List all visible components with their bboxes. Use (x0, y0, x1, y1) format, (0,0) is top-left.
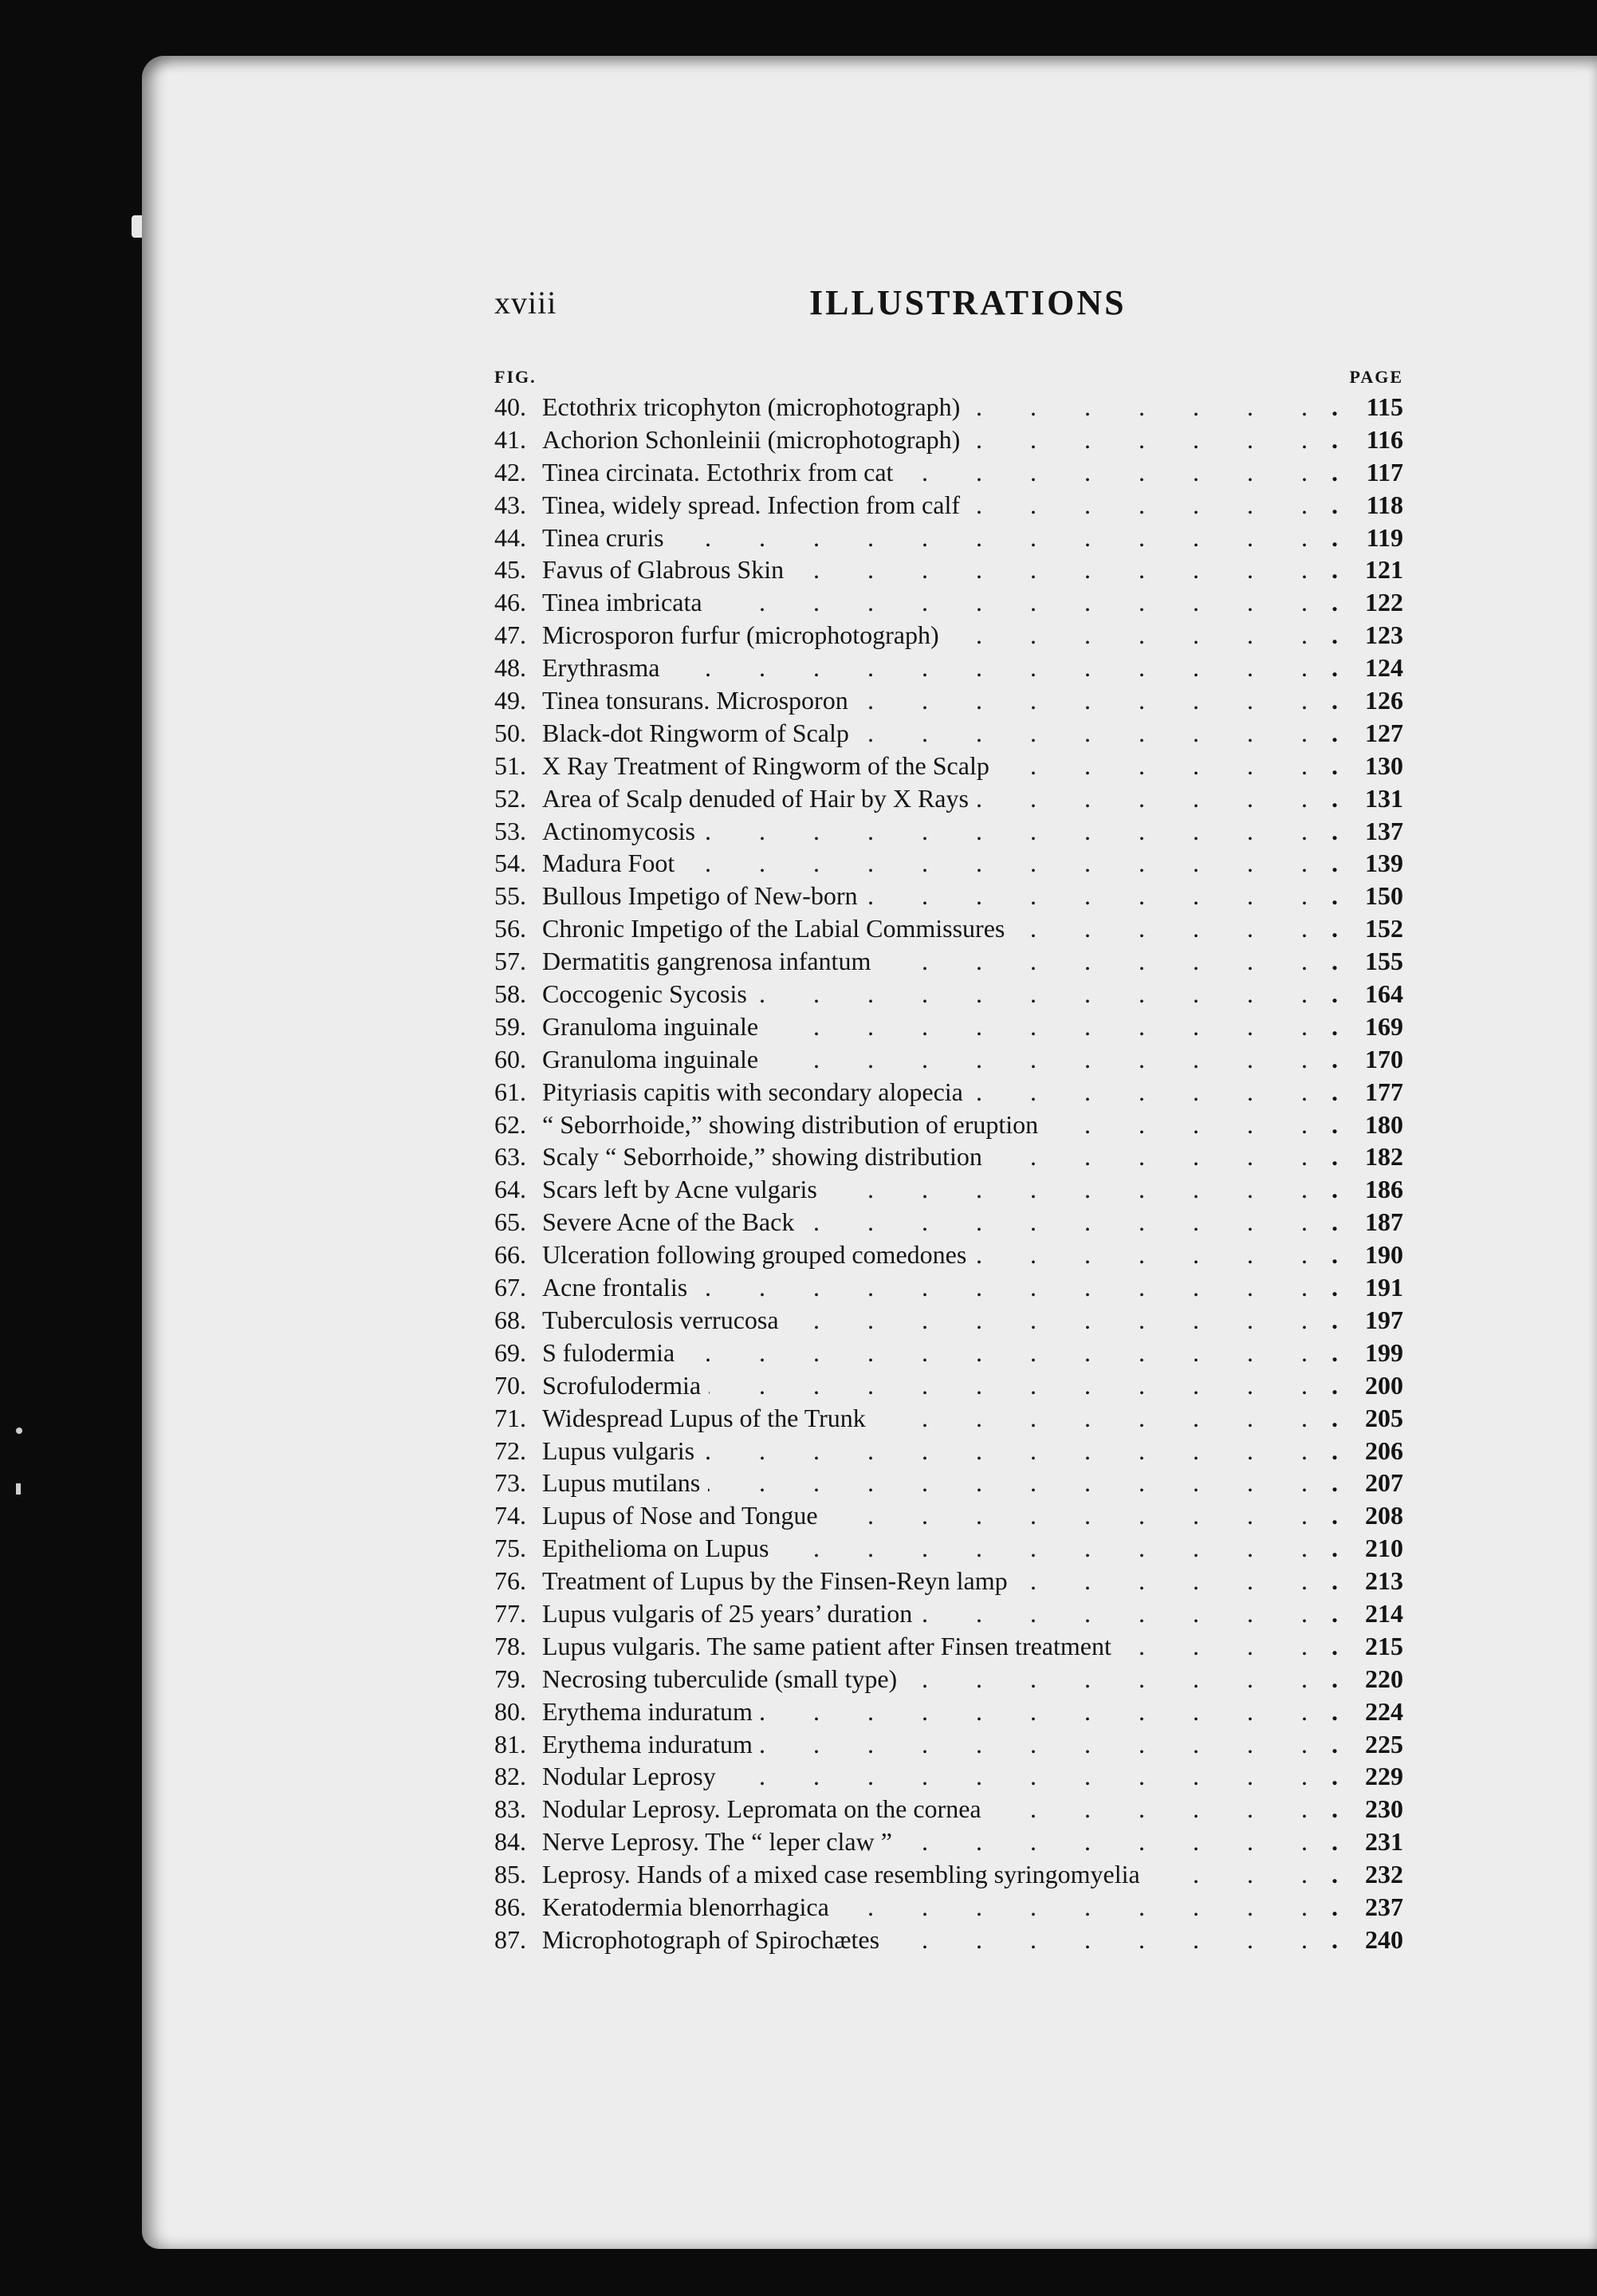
list-item (494, 1402, 1403, 1435)
figure-title-cell (542, 750, 1308, 782)
figure-title-cell (542, 1043, 1308, 1076)
figure-page-number: . 237 (1316, 1891, 1403, 1924)
figure-number: 71. (494, 1403, 526, 1432)
list-item (494, 1565, 1403, 1597)
column-heading-fig: FIG. (494, 367, 537, 387)
list-item (494, 553, 1403, 586)
figure-page-number: . 117 (1316, 456, 1403, 489)
figure-page-number: . 199 (1316, 1337, 1403, 1369)
figure-number: 68. (494, 1305, 526, 1334)
figure-title-cell (542, 978, 1308, 1010)
figure-title: Coccogenic Sycosis (542, 979, 755, 1008)
figure-page-number: . 116 (1316, 423, 1403, 456)
figure-number: 83. (494, 1794, 526, 1824)
figure-number: 56. (494, 914, 526, 943)
figure-title: Lupus vulgaris (542, 1436, 702, 1465)
list-item (494, 586, 1403, 619)
figure-title: Tinea tonsurans. Microsporon (542, 686, 856, 715)
page-header (494, 284, 1411, 332)
figure-number: 70. (494, 1370, 526, 1400)
figure-title: Granuloma inguinale (542, 1012, 766, 1041)
figure-title: S fulodermia (542, 1338, 682, 1367)
list-item (494, 1891, 1403, 1924)
figure-page-number: . 180 (1316, 1109, 1403, 1141)
figure-page-number: . 177 (1316, 1076, 1403, 1109)
figure-page-number: . 240 (1316, 1924, 1403, 1956)
figure-title-cell (542, 1532, 1308, 1565)
figure-title-cell (542, 522, 1308, 554)
list-item (494, 945, 1403, 978)
figure-number: 69. (494, 1337, 526, 1367)
list-item (494, 1173, 1403, 1206)
figure-number: 43. (494, 490, 526, 519)
figure-number: 82. (494, 1762, 526, 1791)
figure-number: 78. (494, 1631, 526, 1660)
figure-title: Necrosing tuberculide (small type) (542, 1664, 905, 1693)
figure-number: 53. (494, 816, 526, 845)
figure-title: Erythrasma (542, 653, 668, 682)
figure-title: Area of Scalp denuded of Hair by X Rays (542, 784, 977, 813)
figure-title-cell (542, 912, 1308, 945)
figure-number: 74. (494, 1501, 526, 1530)
figure-number: 41. (494, 424, 526, 454)
figure-title-cell (542, 619, 1308, 652)
figure-title-cell (542, 1565, 1308, 1597)
figure-number: 84. (494, 1827, 526, 1857)
figure-title-cell (542, 1109, 1308, 1141)
figure-title: Lupus mutilans (542, 1468, 708, 1497)
figure-number: 59. (494, 1011, 526, 1041)
list-item (494, 456, 1403, 489)
figure-title: Keratodermia blenorrhagica (542, 1892, 837, 1921)
figure-number: 61. (494, 1077, 526, 1106)
list-item (494, 782, 1403, 815)
figure-number: 42. (494, 457, 526, 486)
figure-page-number: . 152 (1316, 912, 1403, 945)
figure-page-number: . 207 (1316, 1467, 1403, 1499)
figure-page-number: . 131 (1316, 782, 1403, 815)
figure-page-number: . 208 (1316, 1499, 1403, 1532)
figure-number: 54. (494, 849, 526, 878)
figure-title: Ulceration following grouped comedones (542, 1240, 974, 1269)
figure-number: 48. (494, 653, 526, 683)
list-item (494, 391, 1403, 423)
figure-page-number: . 232 (1316, 1858, 1403, 1891)
figure-title-cell (542, 1858, 1308, 1891)
figure-page-number: . 190 (1316, 1239, 1403, 1271)
figure-title-cell (542, 1924, 1308, 1956)
figure-title-cell (542, 1467, 1308, 1499)
figure-title: Granuloma inguinale (542, 1045, 766, 1073)
list-item (494, 815, 1403, 848)
figure-page-number: . 119 (1316, 522, 1403, 554)
figure-title-cell (542, 1728, 1308, 1761)
figure-title-cell (542, 1793, 1308, 1825)
figure-number: 81. (494, 1729, 526, 1758)
list-item (494, 619, 1403, 652)
figure-title: Severe Acne of the Back (542, 1207, 802, 1236)
list-item (494, 1597, 1403, 1630)
figure-page-number: . 191 (1316, 1271, 1403, 1304)
figure-page-number: . 213 (1316, 1565, 1403, 1597)
figure-title-cell (542, 1597, 1308, 1630)
figure-title-cell (542, 945, 1308, 978)
figure-title: Ectothrix tricophyton (microphotograph) (542, 392, 968, 421)
figure-page-number: . 205 (1316, 1402, 1403, 1435)
figure-title-cell (542, 1402, 1308, 1435)
figure-title-cell (542, 782, 1308, 815)
column-headings (494, 367, 1403, 391)
figure-page-number: . 182 (1316, 1140, 1403, 1173)
list-item (494, 423, 1403, 456)
figure-title: Lupus of Nose and Tongue (542, 1501, 826, 1530)
figure-number: 66. (494, 1240, 526, 1270)
figure-page-number: . 170 (1316, 1043, 1403, 1076)
figure-number: 75. (494, 1534, 526, 1563)
figure-number: 47. (494, 620, 526, 650)
figure-title: Lupus vulgaris of 25 years’ duration (542, 1599, 920, 1628)
figure-title-cell (542, 1140, 1308, 1173)
figure-title: Tinea cruris (542, 523, 672, 552)
figure-title: Leprosy. Hands of a mixed case resembling syringomyelia (542, 1860, 1148, 1888)
figure-number: 44. (494, 522, 526, 552)
list-item (494, 1304, 1403, 1337)
figure-page-number: . 229 (1316, 1760, 1403, 1793)
figure-title-cell (542, 1760, 1308, 1793)
figure-title: Microsporon furfur (microphotograph) (542, 620, 947, 649)
figure-title-cell (542, 1630, 1308, 1663)
figure-page-number: . 130 (1316, 750, 1403, 782)
figure-page-number: . 187 (1316, 1206, 1403, 1239)
figure-title-cell (542, 1271, 1308, 1304)
list-item (494, 1239, 1403, 1271)
figure-title: Acne frontalis (542, 1273, 695, 1302)
figure-title: Tinea imbricata (542, 588, 710, 616)
figure-title: Erythema induratum (542, 1730, 761, 1758)
figure-title-cell (542, 1304, 1308, 1337)
edge-speck (16, 1483, 21, 1495)
list-item (494, 717, 1403, 750)
figure-number: 51. (494, 750, 526, 780)
list-item (494, 1435, 1403, 1467)
figure-title-cell (542, 1435, 1308, 1467)
figure-number: 63. (494, 1142, 526, 1172)
figure-list (494, 391, 1403, 1956)
list-item (494, 750, 1403, 782)
figure-number: 45. (494, 555, 526, 585)
figure-page-number: . 225 (1316, 1728, 1403, 1761)
figure-title-cell (542, 717, 1308, 750)
figure-title: Madura Foot (542, 849, 682, 877)
figure-page-number: . 230 (1316, 1793, 1403, 1825)
figure-title: Actinomycosis (542, 817, 703, 845)
column-heading-page: PAGE (1349, 367, 1403, 387)
figure-title-cell (542, 1369, 1308, 1402)
list-item (494, 1271, 1403, 1304)
figure-title-cell (542, 423, 1308, 456)
figure-title-cell (542, 391, 1308, 423)
list-item (494, 1728, 1403, 1761)
list-item (494, 1369, 1403, 1402)
figure-title-cell (542, 1695, 1308, 1728)
figure-title-cell (542, 1337, 1308, 1369)
list-item (494, 1467, 1403, 1499)
figure-page-number: . 118 (1316, 489, 1403, 522)
figure-title: Scaly “ Seborrhoide,” showing distribution (542, 1142, 990, 1171)
figure-number: 85. (494, 1860, 526, 1889)
figure-number: 52. (494, 783, 526, 813)
figure-title-cell (542, 847, 1308, 880)
figure-title: Treatment of Lupus by the Finsen-Reyn lamp (542, 1566, 1016, 1595)
list-item (494, 1337, 1403, 1369)
list-item (494, 880, 1403, 912)
list-item (494, 1010, 1403, 1043)
figure-number: 77. (494, 1598, 526, 1628)
figure-page-number: . 124 (1316, 652, 1403, 684)
figure-title: Erythema induratum (542, 1697, 761, 1726)
figure-title: “ Seborrhoide,” showing distribution of eruption (542, 1110, 1046, 1139)
figure-number: 62. (494, 1109, 526, 1139)
figure-title: Nodular Leprosy (542, 1762, 724, 1790)
list-item (494, 1076, 1403, 1109)
figure-title: Scrofulodermia (542, 1371, 709, 1400)
figure-title-cell (542, 1825, 1308, 1858)
list-item (494, 912, 1403, 945)
figure-title: Microphotograph of Spirochætes (542, 1925, 887, 1954)
figure-page-number: . 206 (1316, 1435, 1403, 1467)
figure-page-number: . 210 (1316, 1532, 1403, 1565)
figure-number: 49. (494, 686, 526, 715)
figure-page-number: . 220 (1316, 1663, 1403, 1695)
figure-title-cell (542, 553, 1308, 586)
figure-title: Dermatitis gangrenosa infantum (542, 947, 879, 975)
figure-page-number: . 186 (1316, 1173, 1403, 1206)
figure-page-number: . 127 (1316, 717, 1403, 750)
figure-title: X Ray Treatment of Ringworm of the Scalp (542, 751, 997, 780)
figure-page-number: . 197 (1316, 1304, 1403, 1337)
figure-title: Favus of Glabrous Skin (542, 555, 792, 584)
figure-page-number: . 139 (1316, 847, 1403, 880)
figure-number: 55. (494, 881, 526, 911)
list-item (494, 1532, 1403, 1565)
figure-title: Nodular Leprosy. Lepromata on the cornea (542, 1794, 989, 1823)
figure-title: Achorion Schonleinii (microphotograph) (542, 425, 968, 454)
figure-title: Bullous Impetigo of New-born (542, 881, 866, 910)
figure-title: Nerve Leprosy. The “ leper claw ” (542, 1827, 900, 1856)
figure-title-cell (542, 880, 1308, 912)
figure-title: Black-dot Ringworm of Scalp (542, 719, 857, 747)
figure-number: 73. (494, 1468, 526, 1498)
figure-page-number: . 231 (1316, 1825, 1403, 1858)
list-item (494, 1043, 1403, 1076)
figure-number: 72. (494, 1435, 526, 1465)
figure-number: 79. (494, 1664, 526, 1693)
list-item (494, 684, 1403, 717)
figure-title-cell (542, 456, 1308, 489)
figure-title-cell (542, 684, 1308, 717)
figure-page-number: . 200 (1316, 1369, 1403, 1402)
figure-number: 50. (494, 718, 526, 747)
list-item (494, 1695, 1403, 1728)
figure-page-number: . 122 (1316, 586, 1403, 619)
figure-page-number: . 115 (1316, 391, 1403, 423)
edge-speck (16, 1428, 22, 1434)
figure-number: 64. (494, 1175, 526, 1204)
figure-title-cell (542, 815, 1308, 848)
figure-title: Scars left by Acne vulgaris (542, 1175, 825, 1203)
list-item (494, 1825, 1403, 1858)
figure-number: 60. (494, 1044, 526, 1073)
figure-title: Chronic Impetigo of the Labial Commissures (542, 914, 1013, 943)
figure-number: 80. (494, 1696, 526, 1726)
figure-title: Tinea circinata. Ectothrix from cat (542, 458, 901, 486)
figure-title-cell (542, 1499, 1308, 1532)
list-item (494, 1499, 1403, 1532)
list-item (494, 1109, 1403, 1141)
figure-number: 67. (494, 1273, 526, 1302)
figure-title-cell (542, 1891, 1308, 1924)
figure-page-number: . 126 (1316, 684, 1403, 717)
figure-page-number: . 214 (1316, 1597, 1403, 1630)
figure-number: 65. (494, 1207, 526, 1237)
figure-page-number: . 164 (1316, 978, 1403, 1010)
figure-page-number: . 155 (1316, 945, 1403, 978)
list-item (494, 1630, 1403, 1663)
figure-title: Pityriasis capitis with secondary alopecia (542, 1077, 971, 1106)
figure-page-number: . 215 (1316, 1630, 1403, 1663)
list-item (494, 847, 1403, 880)
running-title: ILLUSTRATIONS (809, 283, 1127, 322)
figure-title-cell (542, 1010, 1308, 1043)
list-item (494, 652, 1403, 684)
figure-title-cell (542, 1239, 1308, 1271)
page-number: xviii (494, 285, 557, 321)
figure-page-number: . 137 (1316, 815, 1403, 848)
figure-title-cell (542, 489, 1308, 522)
figure-title-cell (542, 1663, 1308, 1695)
figure-title-cell (542, 1206, 1308, 1239)
list-item (494, 522, 1403, 554)
figure-title-cell (542, 1173, 1308, 1206)
figure-title-cell (542, 586, 1308, 619)
figure-number: 86. (494, 1892, 526, 1921)
figure-page-number: . 150 (1316, 880, 1403, 912)
list-item (494, 1793, 1403, 1825)
list-item (494, 1760, 1403, 1793)
figure-number: 46. (494, 588, 526, 617)
figure-number: 58. (494, 979, 526, 1009)
figure-title: Lupus vulgaris. The same patient after Finsen treatment (542, 1632, 1119, 1660)
figure-title-cell (542, 652, 1308, 684)
figure-title: Tuberculosis verrucosa (542, 1306, 787, 1334)
list-item (494, 1663, 1403, 1695)
figure-number: 76. (494, 1566, 526, 1596)
figure-page-number: . 121 (1316, 553, 1403, 586)
list-item (494, 1140, 1403, 1173)
figure-title: Widespread Lupus of the Trunk (542, 1404, 874, 1432)
list-item (494, 978, 1403, 1010)
figure-number: 57. (494, 947, 526, 976)
figure-page-number: . 169 (1316, 1010, 1403, 1043)
list-item (494, 1858, 1403, 1891)
figure-title: Tinea, widely spread. Infection from calf (542, 490, 968, 519)
figure-number: 87. (494, 1924, 526, 1954)
figure-title-cell (542, 1076, 1308, 1109)
list-item (494, 1924, 1403, 1956)
figure-page-number: . 224 (1316, 1695, 1403, 1728)
figure-title: Epithelioma on Lupus (542, 1534, 777, 1562)
figure-number: 40. (494, 392, 526, 421)
list-item (494, 489, 1403, 522)
figure-page-number: . 123 (1316, 619, 1403, 652)
list-item (494, 1206, 1403, 1239)
